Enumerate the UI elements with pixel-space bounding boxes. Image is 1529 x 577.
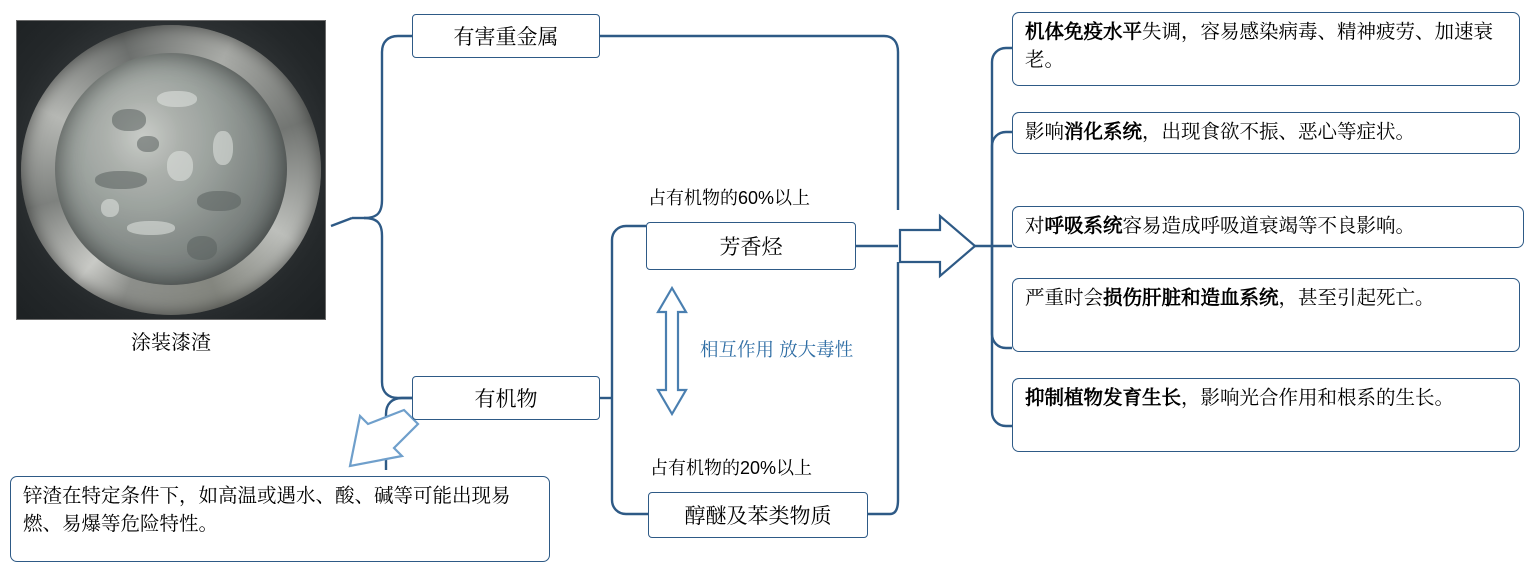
hazard-note-box: [10, 476, 550, 562]
effect-text-segment: 影响: [1025, 121, 1065, 143]
effect-text-segment: 损伤肝脏和造血系统: [1103, 287, 1279, 309]
effect-box-liver-blood: [1012, 278, 1520, 352]
node-organics[interactable]: 有机物: [412, 376, 600, 420]
paint-sludge-photo: [16, 20, 326, 320]
effect-text-segment: ，出现食欲不振、恶心等症状。: [1142, 121, 1416, 143]
effect-text-segment: 机体免疫水平: [1025, 21, 1143, 43]
label-aromatics-share: 占有机物的60%以上: [648, 188, 811, 208]
double-arrow-interaction: [658, 288, 686, 414]
label-interaction: 相互作用 放大毒性: [700, 339, 854, 360]
node-aromatics[interactable]: 芳香烃: [646, 222, 856, 270]
effect-box-plant-growth: [1012, 378, 1520, 452]
effect-text-segment: 消化系统: [1064, 121, 1143, 143]
arrow-to-effects: [900, 216, 975, 276]
photo-caption: 涂装漆渣: [131, 332, 211, 354]
effect-box-respiratory: [1012, 206, 1524, 248]
hazard-note-text: 锌渣在特定条件下，如高温或遇水、酸、碱等可能出现易燃、易爆等危险特性。: [23, 485, 511, 535]
effect-text-segment: 严重时会: [1025, 287, 1104, 309]
effect-text-segment: ，甚至引起死亡。: [1278, 287, 1435, 309]
effect-text-segment: 容易造成呼吸道衰竭等不良影响。: [1122, 215, 1416, 237]
effect-text-segment: ，影响光合作用和根系的生长。: [1181, 387, 1455, 409]
label-ether-share: 占有机物的20%以上: [650, 458, 813, 478]
node-ether-benzene[interactable]: 醇醚及苯类物质: [648, 492, 868, 538]
node-heavy-metals[interactable]: 有害重金属: [412, 14, 600, 58]
effect-text-segment: 呼吸系统: [1044, 215, 1123, 237]
effect-box-digestive: [1012, 112, 1520, 154]
effect-text-segment: 抑制植物发育生长: [1025, 387, 1182, 409]
effect-box-immune: [1012, 12, 1520, 86]
effect-text-segment: 失调，容易感染病毒、精神疲劳、加速衰老。: [1025, 21, 1494, 71]
effect-text-segment: 对: [1025, 215, 1045, 237]
arrow-to-hazard-note: [350, 410, 418, 466]
